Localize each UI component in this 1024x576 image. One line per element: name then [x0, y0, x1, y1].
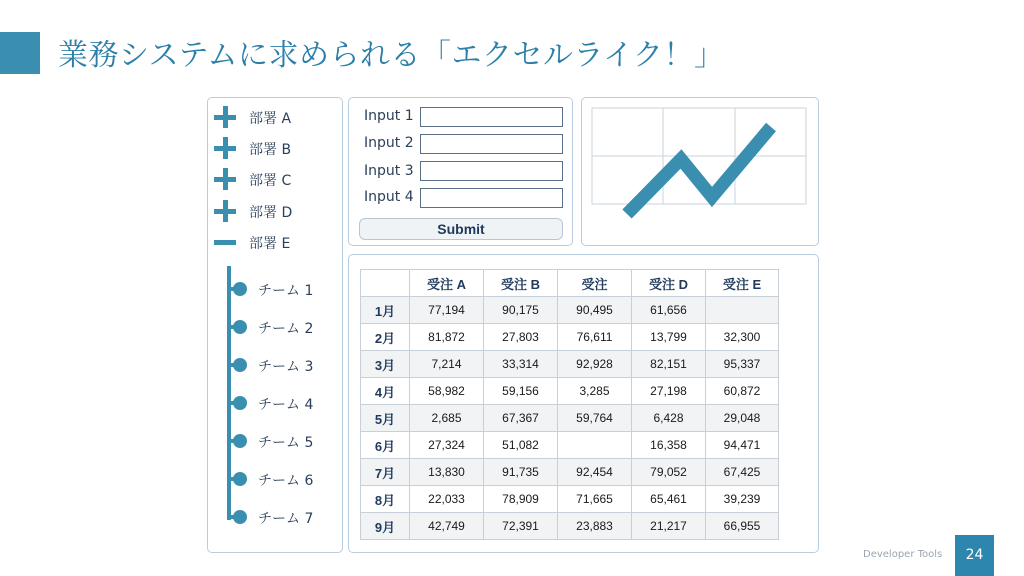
tree-department-label: 部署 A	[249, 111, 292, 127]
row-header[interactable]: 7月	[361, 459, 410, 486]
input-3-label: Input 3	[364, 163, 414, 179]
tree-team-4[interactable]	[227, 393, 337, 413]
plus-icon[interactable]	[214, 106, 236, 128]
bullet-dot-icon	[233, 434, 247, 448]
grid-cell[interactable]: 51,082	[484, 432, 558, 459]
plus-icon[interactable]	[214, 137, 236, 159]
grid-body	[361, 297, 779, 540]
slide-title: 業務システムに求められる「エクセルライク！」	[58, 38, 725, 73]
header-row	[361, 270, 779, 297]
line-chart-icon	[581, 97, 819, 246]
grid-cell[interactable]: 90,495	[558, 297, 632, 324]
tree-team-label: チーム 5	[258, 435, 314, 451]
grid-cell[interactable]: 61,656	[632, 297, 706, 324]
table-row	[361, 378, 779, 405]
tree-department-3[interactable]	[207, 168, 337, 192]
grid-cell[interactable]: 65,461	[632, 486, 706, 513]
grid-cell[interactable]: 59,764	[558, 405, 632, 432]
tree-department-5[interactable]	[207, 231, 337, 255]
grid-cell[interactable]: 16,358	[632, 432, 706, 459]
input-4-label: Input 4	[364, 189, 414, 205]
grid-cell[interactable]	[558, 432, 632, 459]
row-header[interactable]: 5月	[361, 405, 410, 432]
grid-cell[interactable]: 67,425	[706, 459, 779, 486]
grid-cell[interactable]: 13,799	[632, 324, 706, 351]
grid-cell[interactable]: 76,611	[558, 324, 632, 351]
grid-cell[interactable]	[706, 297, 779, 324]
title-accent-square	[0, 32, 40, 74]
grid-cell[interactable]: 72,391	[484, 513, 558, 540]
row-header[interactable]: 8月	[361, 486, 410, 513]
tree-department-label: 部署 B	[249, 142, 292, 158]
grid-cell[interactable]: 91,735	[484, 459, 558, 486]
tree-team-1[interactable]	[227, 279, 337, 299]
grid-cell[interactable]: 77,194	[410, 297, 484, 324]
input-1-field[interactable]	[420, 107, 563, 127]
grid-cell[interactable]: 90,175	[484, 297, 558, 324]
grid-cell[interactable]: 6,428	[632, 405, 706, 432]
bullet-dot-icon	[233, 472, 247, 486]
row-header[interactable]: 3月	[361, 351, 410, 378]
bullet-dot-icon	[233, 320, 247, 334]
tree-department-1[interactable]	[207, 106, 337, 130]
grid-cell[interactable]: 95,337	[706, 351, 779, 378]
tree-team-2[interactable]	[227, 317, 337, 337]
input-2-field[interactable]	[420, 134, 563, 154]
tree-team-5[interactable]	[227, 431, 337, 451]
grid-cell[interactable]: 27,324	[410, 432, 484, 459]
table-row	[361, 297, 779, 324]
grid-cell[interactable]: 82,151	[632, 351, 706, 378]
row-header[interactable]: 6月	[361, 432, 410, 459]
bullet-dot-icon	[233, 396, 247, 410]
table-row	[361, 405, 779, 432]
header-corner	[361, 270, 410, 297]
grid-cell[interactable]: 67,367	[484, 405, 558, 432]
plus-icon[interactable]	[214, 168, 236, 190]
table-row	[361, 486, 779, 513]
tree-department-label: 部署 E	[249, 236, 291, 252]
table-row	[361, 351, 779, 378]
row-header[interactable]: 2月	[361, 324, 410, 351]
tree-department-2[interactable]	[207, 137, 337, 161]
bullet-dot-icon	[233, 510, 247, 524]
grid-cell[interactable]: 23,883	[558, 513, 632, 540]
page-number: 24	[955, 535, 994, 576]
table-row	[361, 513, 779, 540]
grid-cell[interactable]: 60,872	[706, 378, 779, 405]
tree-team-3[interactable]	[227, 355, 337, 375]
tree-department-label: 部署 D	[249, 205, 293, 221]
minus-icon[interactable]	[214, 231, 236, 253]
grid-cell[interactable]: 2,685	[410, 405, 484, 432]
row-header[interactable]: 4月	[361, 378, 410, 405]
tree-team-label: チーム 2	[258, 321, 314, 337]
tree-team-6[interactable]	[227, 469, 337, 489]
grid-cell[interactable]: 42,749	[410, 513, 484, 540]
tree-team-label: チーム 6	[258, 473, 314, 489]
table-row	[361, 324, 779, 351]
grid-cell[interactable]: 33,314	[484, 351, 558, 378]
bullet-dot-icon	[233, 358, 247, 372]
grid-cell[interactable]: 71,665	[558, 486, 632, 513]
grid-cell[interactable]: 59,156	[484, 378, 558, 405]
grid-cell[interactable]: 39,239	[706, 486, 779, 513]
column-header[interactable]: 受注 A	[410, 270, 484, 297]
bullet-dot-icon	[233, 282, 247, 296]
submit-button[interactable]: Submit	[359, 218, 563, 240]
tree-team-label: チーム 4	[258, 397, 314, 413]
grid-cell[interactable]: 27,803	[484, 324, 558, 351]
tree-team-label: チーム 1	[258, 283, 314, 299]
tree-team-label: チーム 3	[258, 359, 314, 375]
grid-cell[interactable]: 81,872	[410, 324, 484, 351]
grid-cell[interactable]: 94,471	[706, 432, 779, 459]
input-3-field[interactable]	[420, 161, 563, 181]
grid-cell[interactable]: 79,052	[632, 459, 706, 486]
chart-trend-line	[627, 127, 771, 214]
tree-team-7[interactable]	[227, 507, 337, 527]
row-header[interactable]: 9月	[361, 513, 410, 540]
grid-cell[interactable]: 3,285	[558, 378, 632, 405]
tree-department-label: 部署 C	[249, 173, 292, 189]
data-grid	[360, 269, 779, 540]
column-header[interactable]: 受注 E	[706, 270, 779, 297]
grid-cell[interactable]: 92,928	[558, 351, 632, 378]
input-4-field[interactable]	[420, 188, 563, 208]
grid-cell[interactable]: 92,454	[558, 459, 632, 486]
column-header[interactable]: 受注 B	[484, 270, 558, 297]
grid-cell[interactable]: 13,830	[410, 459, 484, 486]
footer-text: Developer Tools	[863, 549, 943, 560]
grid-cell[interactable]: 27,198	[632, 378, 706, 405]
grid-cell[interactable]: 7,214	[410, 351, 484, 378]
column-header[interactable]: 受注 D	[632, 270, 706, 297]
grid-cell[interactable]: 29,048	[706, 405, 779, 432]
tree-department-4[interactable]	[207, 200, 337, 224]
table-row	[361, 459, 779, 486]
input-2-label: Input 2	[364, 135, 414, 151]
grid-cell[interactable]: 58,982	[410, 378, 484, 405]
tree-team-label: チーム 7	[258, 511, 314, 527]
grid-cell[interactable]: 32,300	[706, 324, 779, 351]
grid-cell[interactable]: 21,217	[632, 513, 706, 540]
grid-cell[interactable]: 66,955	[706, 513, 779, 540]
input-1-label: Input 1	[364, 108, 414, 124]
table-row	[361, 432, 779, 459]
plus-icon[interactable]	[214, 200, 236, 222]
grid-cell[interactable]: 78,909	[484, 486, 558, 513]
column-header[interactable]: 受注	[558, 270, 632, 297]
row-header[interactable]: 1月	[361, 297, 410, 324]
grid-cell[interactable]: 22,033	[410, 486, 484, 513]
